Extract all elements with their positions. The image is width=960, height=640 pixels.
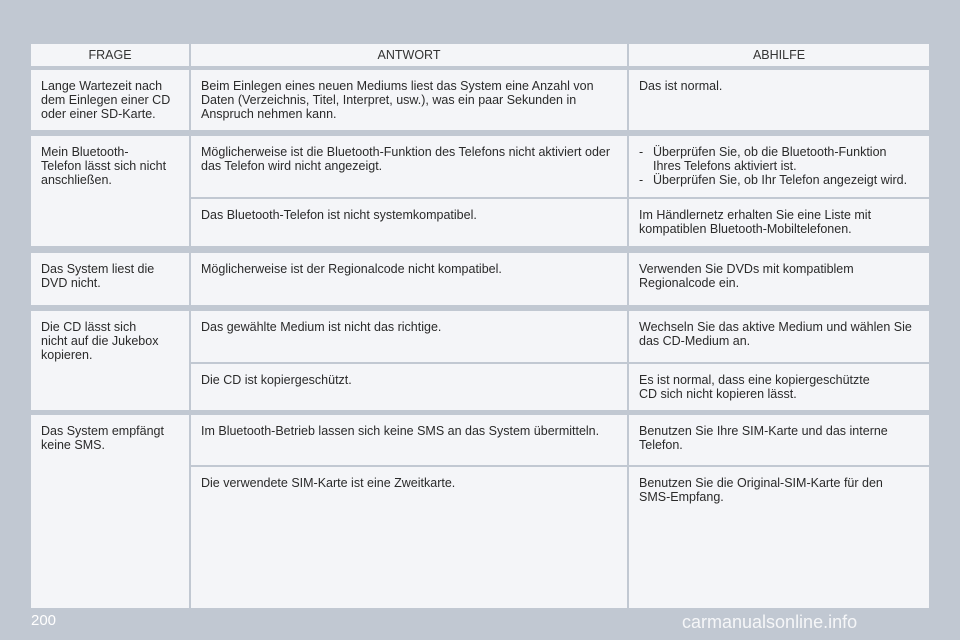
text-line: Benutzen Sie Ihre SIM-Karte und das interne [639,424,888,438]
text-line: Telefon. [639,438,683,452]
header-antwort: ANTWORT [191,44,627,66]
text-line: DVD nicht. [41,276,101,290]
row5b-abhilfe [629,467,929,608]
text-line: Lange Wartezeit nach [41,79,163,93]
text-line: Das ist normal. [639,79,723,93]
text-line: Das gewählte Medium ist nicht das richtige. [201,320,442,334]
row2b-abhilfe [629,199,929,246]
text-line: Benutzen Sie die Original-SIM-Karte für den [639,476,883,490]
row4-frage [31,311,189,410]
watermark: carmanualsonline.info [682,612,858,632]
text-line: Regionalcode ein. [639,276,740,290]
row5-frage [31,415,189,608]
text-line: Im Händlernetz erhalten Sie eine Liste mit [639,208,872,222]
row1-frage [31,70,189,130]
text-line: Daten (Verzeichnis, Titel, Interpret, usw.), was ein paar Sekunden in [201,93,577,107]
row5b-antwort [191,467,627,608]
text-line: Mein Bluetooth- [41,145,129,159]
text-line: das CD-Medium an. [639,334,751,348]
text-line: Möglicherweise ist die Bluetooth-Funktion des Telefons nicht aktiviert oder [201,145,611,159]
row4b-abhilfe [629,364,929,410]
row1-abhilfe [629,70,929,130]
text-line: Die verwendete SIM-Karte ist eine Zweitkarte. [201,476,456,490]
row1-antwort [191,70,627,130]
text-line: Ihres Telefons aktiviert ist. [653,159,797,173]
text-line: Möglicherweise ist der Regionalcode nicht kompatibel. [201,262,502,276]
text-line: anschließen. [41,173,112,187]
row3-frage [31,253,189,305]
bullet-dash: - [639,173,644,187]
bullet-dash: - [639,145,644,159]
text-line: Verwenden Sie DVDs mit kompatiblem [639,262,854,276]
text-line: Es ist normal, dass eine kopiergeschützte [639,373,870,387]
text-line: keine SMS. [41,438,105,452]
text-line: das Telefon wird nicht angezeigt. [201,159,383,173]
row5a-abhilfe [629,415,929,465]
text-line: Im Bluetooth-Betrieb lassen sich keine SMS an das System übermitteln. [201,424,600,438]
bullet-item [639,173,919,187]
row2b-antwort [191,199,627,246]
header-frage: FRAGE [31,44,189,66]
text-line: Die CD ist kopiergeschützt. [201,373,352,387]
text-line: oder einer SD-Karte. [41,107,156,121]
bullet-item [639,145,919,173]
text-line: nicht auf die Jukebox [41,334,159,348]
text-line: dem Einlegen einer CD [41,93,171,107]
row5a-antwort [191,415,627,465]
page-number: 200 [31,612,57,629]
text-line: kopieren. [41,348,93,362]
text-line: Beim Einlegen eines neuen Mediums liest das System eine Anzahl von [201,79,594,93]
row3-abhilfe [629,253,929,305]
text-line: Die CD lässt sich [41,320,137,334]
text-line: Das System liest die [41,262,155,276]
row2a-antwort [191,136,627,197]
text-line: Telefon lässt sich nicht [41,159,167,173]
row2a-abhilfe [629,136,929,197]
header-abhilfe: ABHILFE [629,44,929,66]
text-line: Überprüfen Sie, ob die Bluetooth-Funktion [653,145,887,159]
text-line: Das System empfängt [41,424,164,438]
text-line: kompatiblen Bluetooth-Mobiltelefonen. [639,222,852,236]
text-line: Überprüfen Sie, ob Ihr Telefon angezeigt wird. [653,173,908,187]
text-line: Wechseln Sie das aktive Medium und wählen Sie [639,320,912,334]
text-line: Anspruch nehmen kann. [201,107,337,121]
row4a-abhilfe [629,311,929,362]
row3-antwort [191,253,627,305]
row2-frage [31,136,189,246]
row4a-antwort [191,311,627,362]
text-line: Das Bluetooth-Telefon ist nicht systemkompatibel. [201,208,477,222]
row4b-antwort [191,364,627,410]
text-line: SMS-Empfang. [639,490,724,504]
text-line: CD sich nicht kopieren lässt. [639,387,797,401]
